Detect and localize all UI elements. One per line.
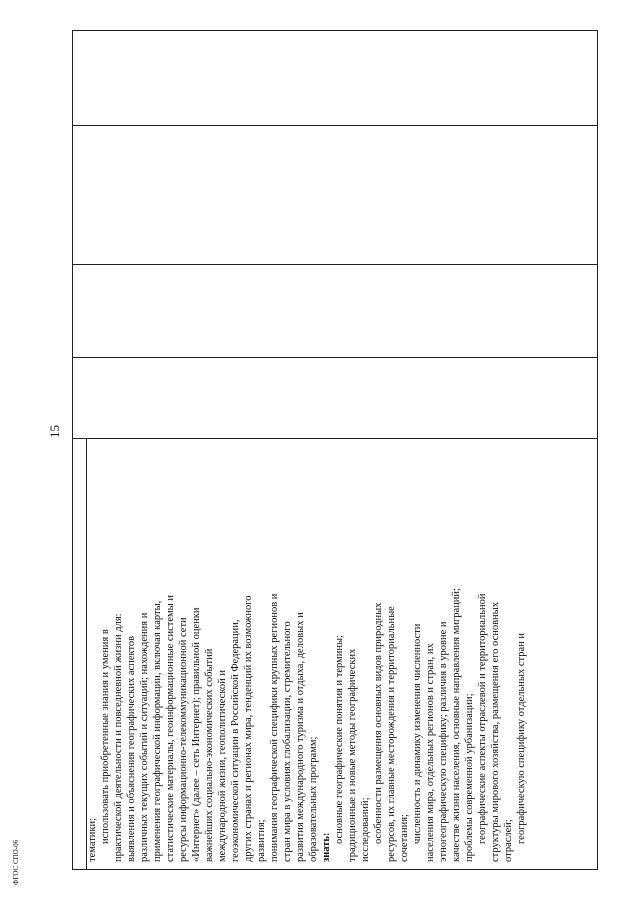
- table-row-divider: [72, 357, 598, 358]
- text-line: основные географические понятия и термины;: [334, 635, 345, 844]
- text-line: международной жизни, геополитической и: [217, 669, 228, 862]
- text-line: выявления и объяснения географических аспектов: [126, 635, 137, 862]
- text-line: отраслей;: [503, 819, 514, 862]
- text-line: особенности размещения основных видов природных: [373, 602, 384, 844]
- text-line: географические аспекты отраслевой и территориальной: [477, 593, 488, 844]
- text-line: традиционные и новые методы географических: [347, 648, 358, 862]
- text-line: исследований;: [360, 797, 371, 862]
- table-row-divider: [72, 438, 598, 439]
- table-row-divider: [72, 264, 598, 265]
- text-line: географическую специфику отдельных стран и: [516, 633, 527, 844]
- text-line: различных текущих событий и ситуаций; нахождения и: [139, 612, 150, 862]
- text-line: образовательных программ;: [308, 736, 319, 862]
- text-line: статистические материалы, геоинформационные системы и: [165, 595, 176, 862]
- text-line: стран мира в условиях глобализации, стремительного: [282, 621, 293, 862]
- text-line: использовать приобретенные знания и умения в: [100, 629, 111, 844]
- text-line: проблемы современной урбанизации;: [464, 693, 475, 862]
- text-line: развития;: [256, 819, 267, 862]
- text-line: ресурсов, их главные месторождения и территориальные: [386, 606, 397, 862]
- text-line: понимания географической специфики крупных регионов и: [269, 593, 280, 862]
- text-line: этногеографическую специфику; различия в уровне и: [438, 621, 449, 862]
- text-line: структуры мирового хозяйства, размещения его основных: [490, 602, 501, 862]
- table-row-divider: [72, 125, 598, 126]
- text-line: сочетания;: [399, 814, 410, 862]
- text-line: тематики;: [87, 817, 98, 862]
- text-line: «Интернет» (далее – сеть Интернет); правильной оценки: [191, 607, 202, 862]
- text-line: ресурсы информационно-телекоммуникационной сети: [178, 617, 189, 862]
- page-number: 15: [47, 425, 62, 438]
- text-line: населения мира, отдельных регионов и стран, их: [425, 643, 436, 862]
- table-cell-text: [86, 452, 541, 862]
- text-line: численность и динамику изменения численности: [412, 623, 423, 844]
- text-line: качестве жизни населения, основные направления миграций;: [451, 588, 462, 862]
- text-line: развития международного туризма и отдыха, деловых и: [295, 612, 306, 862]
- text-line: практической деятельности и повседневной жизни для:: [113, 613, 124, 862]
- text-line: других странах и регионах мира, тенденций их возможного: [243, 595, 254, 862]
- text-line: геоэкономической ситуации в Российской Федерации,: [230, 619, 241, 862]
- text-line: важнейших социально-экономических событий: [204, 648, 215, 862]
- footer-code: ФГОС СПО-06: [12, 839, 20, 885]
- section-label: знать:: [321, 832, 332, 862]
- text-line: применения географической информации, включая карты,: [152, 600, 163, 862]
